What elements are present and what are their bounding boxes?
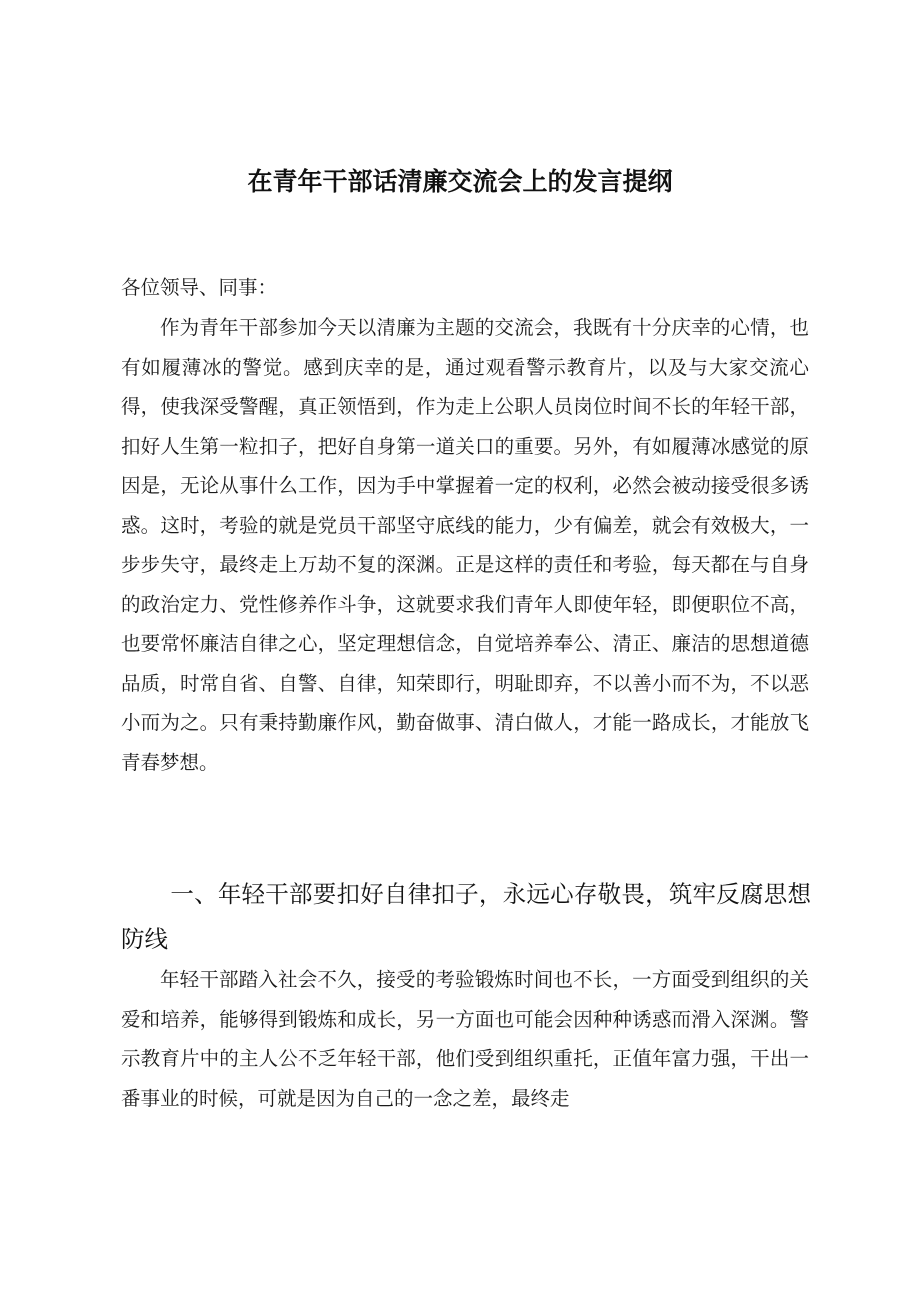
salutation: 各位领导、同事：	[121, 276, 278, 299]
document-title: 在青年干部话清廉交流会上的发言提纲	[247, 167, 673, 196]
opening-paragraph: 作为青年干部参加今天以清廉为主题的交流会，我既有十分庆幸的心情，也有如履薄冰的警觉。感到庆幸的是，通过观看警示教育片，以及与大家交流心得，使我深受警醒，真正领悟到，作为走上公职人员岗位时间不长的年轻干部，扣好人生第一粒扣子，把好自身第一道关口的重要。另外，有如履薄冰感觉的原因是，无论从事什么工作，因为手中掌握着一定的权利，必然会被动接受很多诱惑。这时，考验的就是党员干部坚守底线的能力，少有偏差，就会有效极大，一步步失守，最终走上万劫不复的深渊。正是这样的责任和考验，每天都在与自身的政治定力、党性修养作斗争，这就要求我们青年人即使年轻，即便职位不高，也要常怀廉洁自律之心，坚定理想信念，自觉培养奉公、清正、廉洁的思想道德品质，时常自省、自警、自律，知荣即行，明耻即弃，不以善小而不为，不以恶小而为之。只有秉持勤廉作风，勤奋做事、清白做人，才能一路成长，才能放飞青春梦想。	[121, 316, 809, 774]
section-1-paragraph: 年轻干部踏入社会不久，接受的考验锻炼时间也不长，一方面受到组织的关爱和培养，能够得到锻炼和成长，另一方面也可能会因种种诱惑而滑入深渊。警示教育片中的主人公不乏年轻干部，他们受到组织重托，正值年富力强，干出一番事业的时候，可就是因为自己的一念之差，最终走	[121, 968, 809, 1110]
section-heading-1: 一、年轻干部要扣好自律扣子，永远心存敬畏，筑牢反腐思想防线	[121, 880, 811, 953]
